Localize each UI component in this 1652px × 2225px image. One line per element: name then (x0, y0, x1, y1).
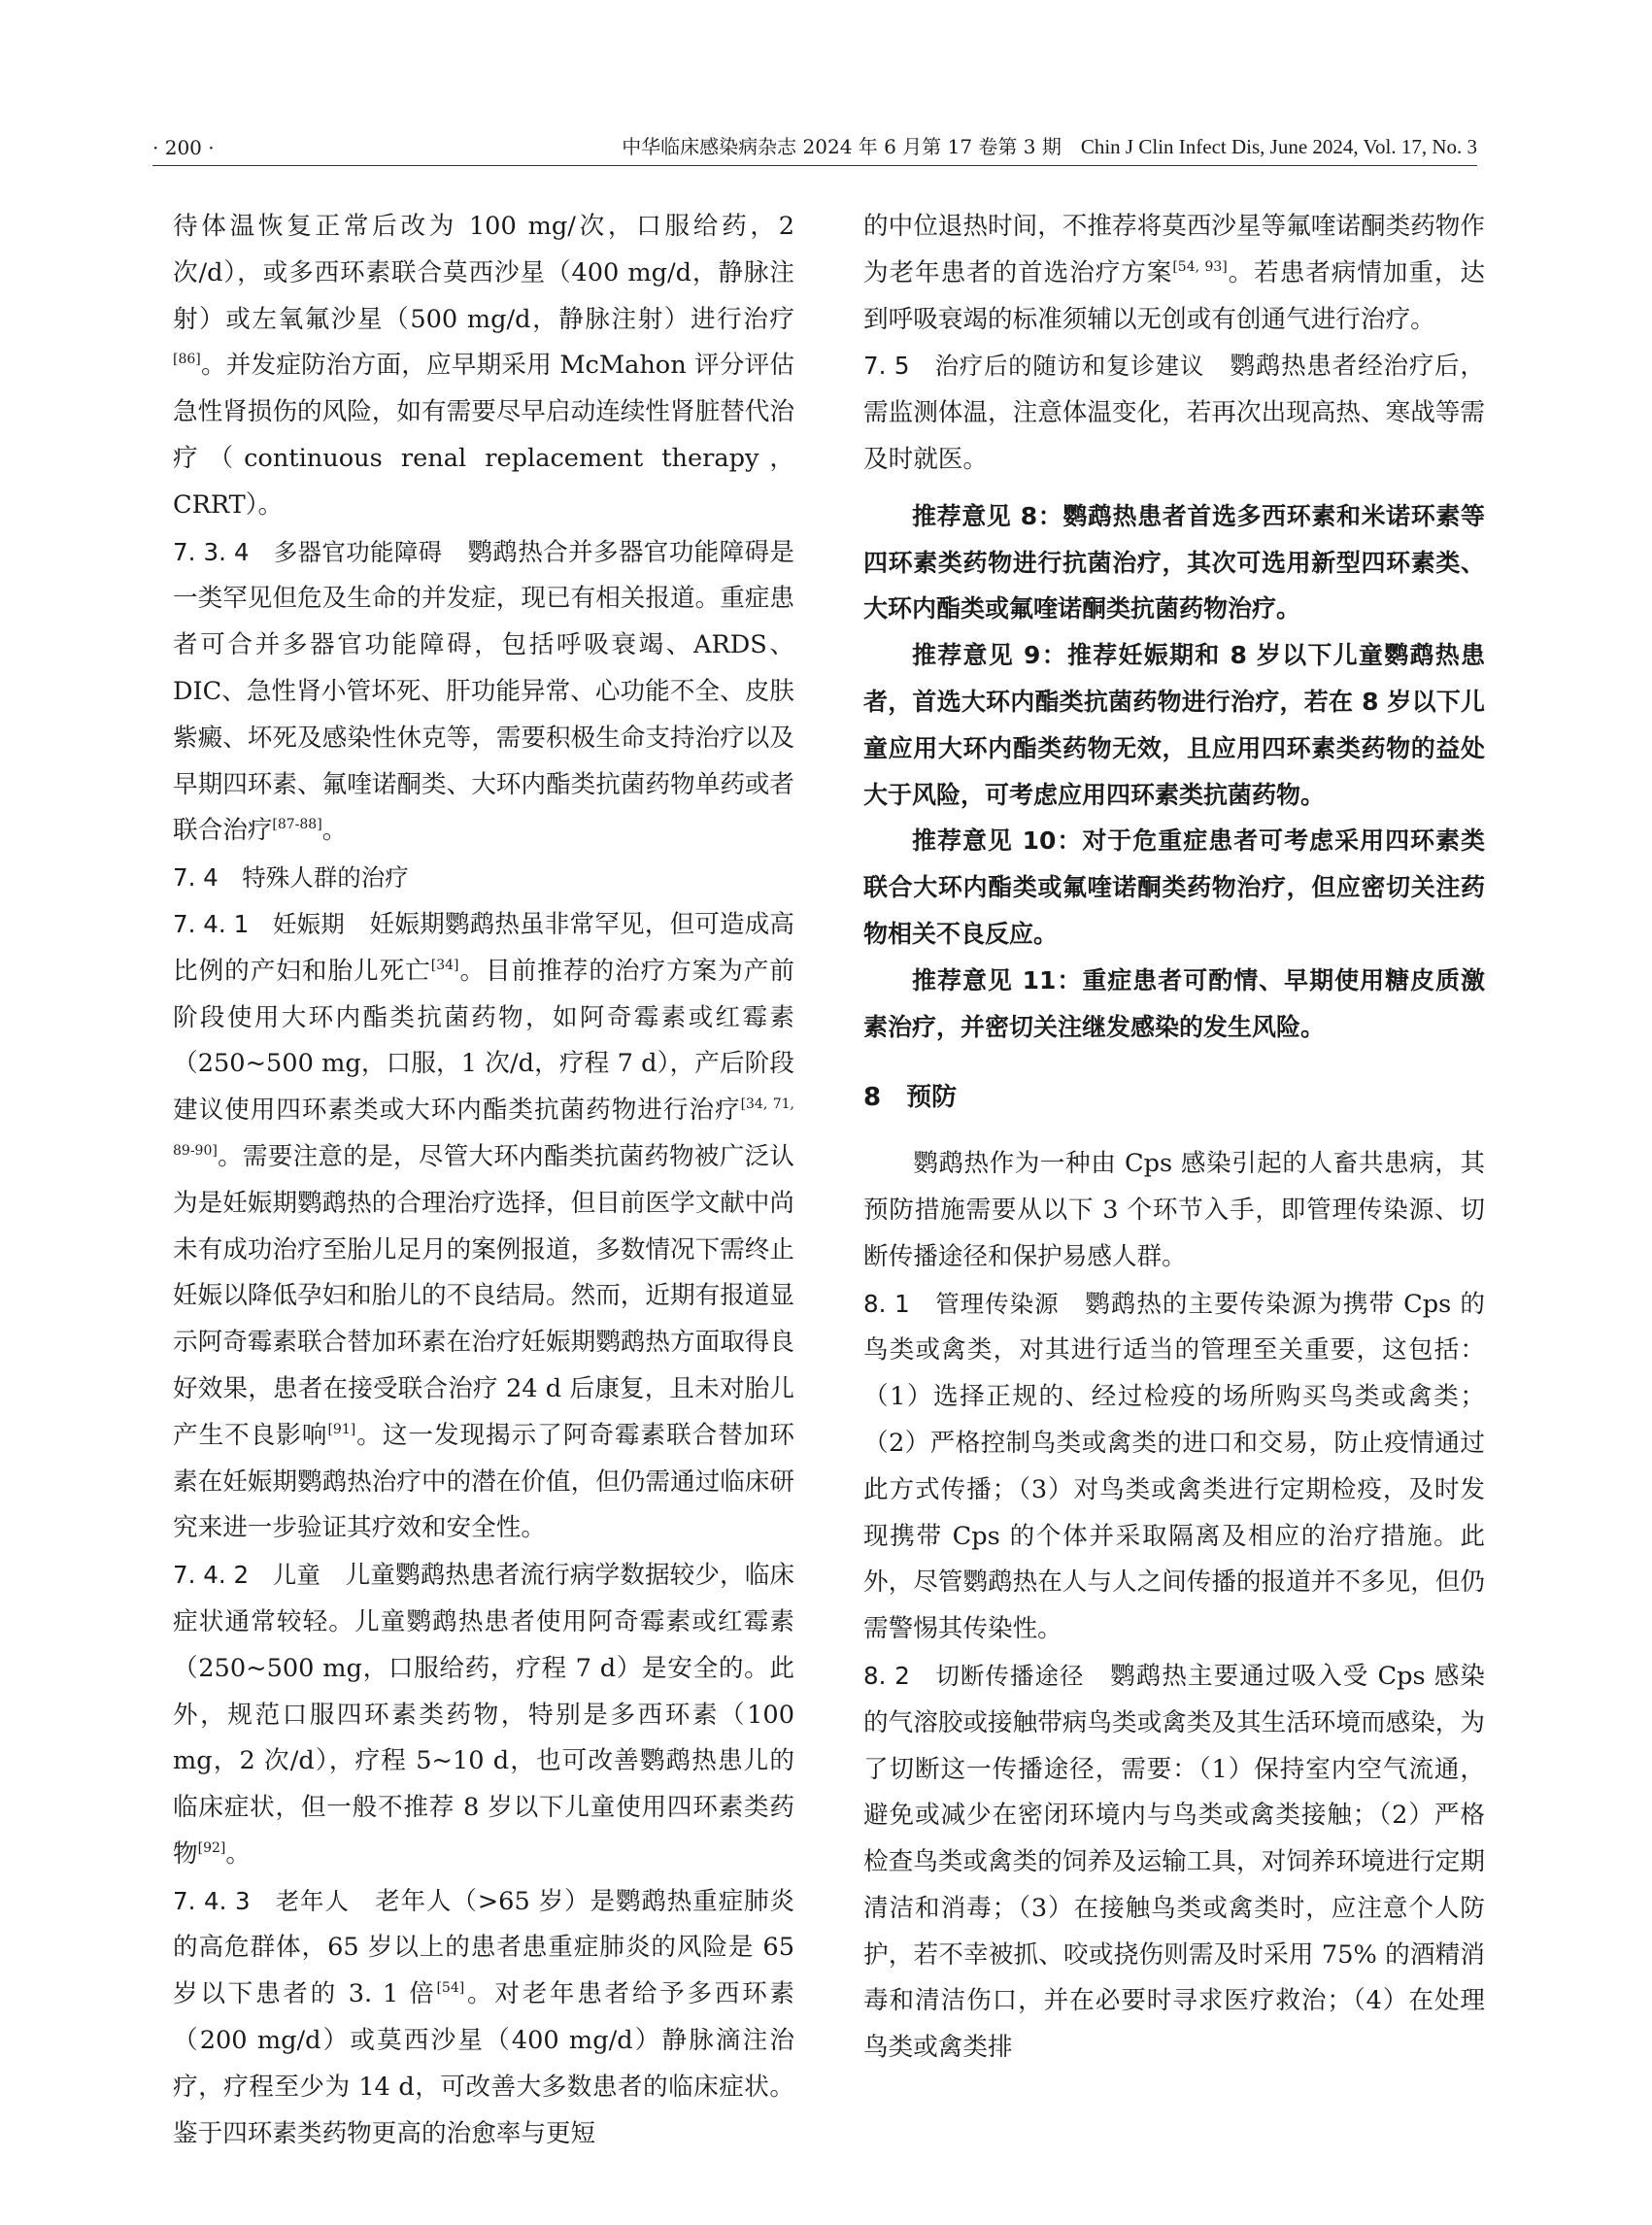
section-heading: 7. 3. 4 多器官功能障碍 (173, 537, 443, 566)
section-7-4-2: 7. 4. 2 儿童 儿童鹦鹉热患者流行病学数据较少，临床症状通常较轻。儿童鹦鹉热患者使用阿奇霉素或红霉素（250~500 mg，口服给药，疗程 7 d）是安全的。此外，规范口服四环素类药物，特别是多西环素（100 mg，2 次/d），疗程 5~10 d，也可改善鹦鹉热患儿的临床症状，但一般不推荐 8 岁以下儿童使用四环素类药物[92]。 (173, 1561, 794, 1869)
section-heading: 7. 4. 1 妊娠期 (173, 909, 345, 938)
citation: [34] (430, 957, 459, 973)
section-heading: 7. 4. 3 老年人 (173, 1886, 350, 1915)
journal-title-cn: 中华临床感染病杂志 2024 年 6 月第 17 卷第 3 期 (622, 135, 1062, 158)
section-heading: 8. 2 切断传播途径 (863, 1661, 1085, 1690)
section-8-1: 8. 1 管理传染源 鹦鹉热的主要传染源为携带 Cps 的鸟类或禽类，对其进行适当的管理至关重要，这包括：（1）选择正规的、经过检疫的场所购买鸟类或禽类；（2）严格控制鸟类或禽类的进口和交易，防止疫情通过此方式传播；（3）对鸟类或禽类进行定期检疫，及时发现携带 Cps 的个体并采取隔离及相应的治疗措施。此外，尽管鹦鹉热在人与人之间传播的报道并不多见，但仍需警惕其传染性。 (863, 1289, 1485, 1644)
recommendation-8: 推荐意见 8：鹦鹉热患者首选多西环素和米诺环素等四环素类药物进行抗菌治疗，其次可选用新型四环素类、大环内酯类或氟喹诺酮类抗菌药物治疗。 (863, 501, 1485, 624)
section-7-3-4: 7. 3. 4 多器官功能障碍 鹦鹉热合并多器官功能障碍是一类罕见但危及生命的并发症，现已有相关报道。重症患者可合并多器官功能障碍，包括呼吸衰竭、ARDS、DIC、急性肾小管坏死、肝功能异常、心功能不全、皮肤紫癜、坏死及感染性休克等，需要积极生命支持治疗以及早期四环素、氟喹诺酮类、大环内酯类抗菌药物单药或者联合治疗[87-88]。 (173, 537, 794, 846)
section-heading: 7. 5 治疗后的随访和复诊建议 (863, 352, 1205, 381)
running-header (152, 130, 1477, 166)
section-8-intro: 鹦鹉热作为一种由 Cps 感染引起的人畜共患病，其预防措施需要从以下 3 个环节入手，即管理传染源、切断传播途径和保护易感人群。 (863, 1149, 1485, 1271)
section-heading: 8. 1 管理传染源 (863, 1289, 1060, 1318)
citation: [86] (173, 352, 201, 368)
paragraph-elderly-cont: 的中位退热时间，不推荐将莫西沙星等氟喹诺酮类药物作为老年患者的首选治疗方案[54, 93]。若患者病情加重，达到呼吸衰竭的标准须辅以无创或有创通气进行治疗。 (863, 212, 1485, 334)
citation: [92] (197, 1839, 226, 1856)
citation: [34, 71, 89-90] (173, 1096, 794, 1159)
right-column (863, 204, 1485, 2072)
citation: [54, 93] (1172, 258, 1228, 275)
citation: [54] (436, 1980, 465, 1997)
recommendation-9: 推荐意见 9：推荐妊娠期和 8 岁以下儿童鹦鹉热患者，首选大环内酯类抗菌药物进行治疗，若在 8 岁以下儿童应用大环内酯类药物无效，且应用四环素类药物的益处大于风险，可考虑应用四环素类抗菌药物。 (863, 641, 1485, 809)
section-8-heading: 8 预防 (863, 1083, 958, 1113)
section-7-4-1: 7. 4. 1 妊娠期 妊娠期鹦鹉热虽非常罕见，但可造成高比例的产妇和胎儿死亡[34]。目前推荐的治疗方案为产前阶段使用大环内酯类抗菌药物，如阿奇霉素或红霉素（250~500 mg，口服，1 次/d，疗程 7 d），产后阶段建议使用四环素类或大环内酯类抗菌药物进行治疗[34, 71, 89-90]。需要注意的是，尽管大环内酯类抗菌药物被广泛认为是妊娠期鹦鹉热的合理治疗选择，但目前医学文献中尚未有成功治疗至胎儿足月的案例报道，多数情况下需终止妊娠以降低孕妇和胎儿的不良结局。然而，近期有报道显示阿奇霉素联合替加环素在治疗妊娠期鹦鹉热方面取得良好效果，患者在接受联合治疗 24 d 后康复，且未对胎儿产生不良影响[91]。这一发现揭示了阿奇霉素联合替加环素在妊娠期鹦鹉热治疗中的潜在价值，但仍需通过临床研究来进一步验证其疗效和安全性。 (173, 909, 794, 1543)
journal-title-en: Chin J Clin Infect Dis, June 2024, Vol. 17, No. 3 (1080, 135, 1477, 158)
recommendation-10: 推荐意见 10：对于危重症患者可考虑采用四环素类联合大环内酯类或氟喹诺酮类药物治疗，但应密切关注药物相关不良反应。 (863, 826, 1485, 948)
section-8-2: 8. 2 切断传播途径 鹦鹉热主要通过吸入受 Cps 感染的气溶胶或接触带病鸟类或禽类及其生活环境而感染，为了切断这一传播途径，需要：（1）保持室内空气流通，避免或减少在密闭环境内与鸟类或禽类接触；（2）严格检查鸟类或禽类的饲养及运输工具，对饲养环境进行定期清洁和消毒；（3）在接触鸟类或禽类时，应注意个人防护，若不幸被抓、咬或挠伤则需及时采用 75% 的酒精消毒和清洁伤口，并在必要时寻求医疗救治；（4）在处理鸟类或禽类排 (863, 1661, 1485, 2063)
paragraph-crrt: 待体温恢复正常后改为 100 mg/次，口服给药，2 次/d），或多西环素联合莫西沙星（400 mg/d，静脉注射）或左氧氟沙星（500 mg/d，静脉注射）进行治疗[86]。并发症防治方面，应早期采用 McMahon 评分评估急性肾损伤的风险，如有需要尽早启动连续性肾脏替代治疗（continuous renal replacement therapy，CRRT）。 (173, 212, 794, 520)
citation: [87-88] (272, 817, 322, 833)
recommendation-11: 推荐意见 11：重症患者可酌情、早期使用糖皮质激素治疗，并密切关注继发感染的发生风险。 (863, 965, 1485, 1041)
page-number: · 200 · (152, 136, 215, 159)
journal-title (622, 131, 1477, 165)
section-7-5: 7. 5 治疗后的随访和复诊建议 鹦鹉热患者经治疗后，需监测体温，注意体温变化，若再次出现高热、寒战等需及时就医。 (863, 352, 1485, 474)
left-column (173, 204, 794, 2157)
section-7-4-heading: 7. 4 特殊人群的治疗 (173, 863, 409, 893)
section-7-4-3: 7. 4. 3 老年人 老年人（>65 岁）是鹦鹉热重症肺炎的高危群体，65 岁以上的患者患重症肺炎的风险是 65 岁以下患者的 3. 1 倍[54]。对老年患者给予多西环素（200 mg/d）或莫西沙星（400 mg/d）静脉滴注治疗，疗程至少为 14 d，可改善大多数患者的临床症状。鉴于四环素类药物更高的治愈率与更短 (173, 1886, 794, 2148)
section-heading: 7. 4. 2 儿童 (173, 1561, 320, 1590)
citation: [91] (327, 1421, 356, 1437)
